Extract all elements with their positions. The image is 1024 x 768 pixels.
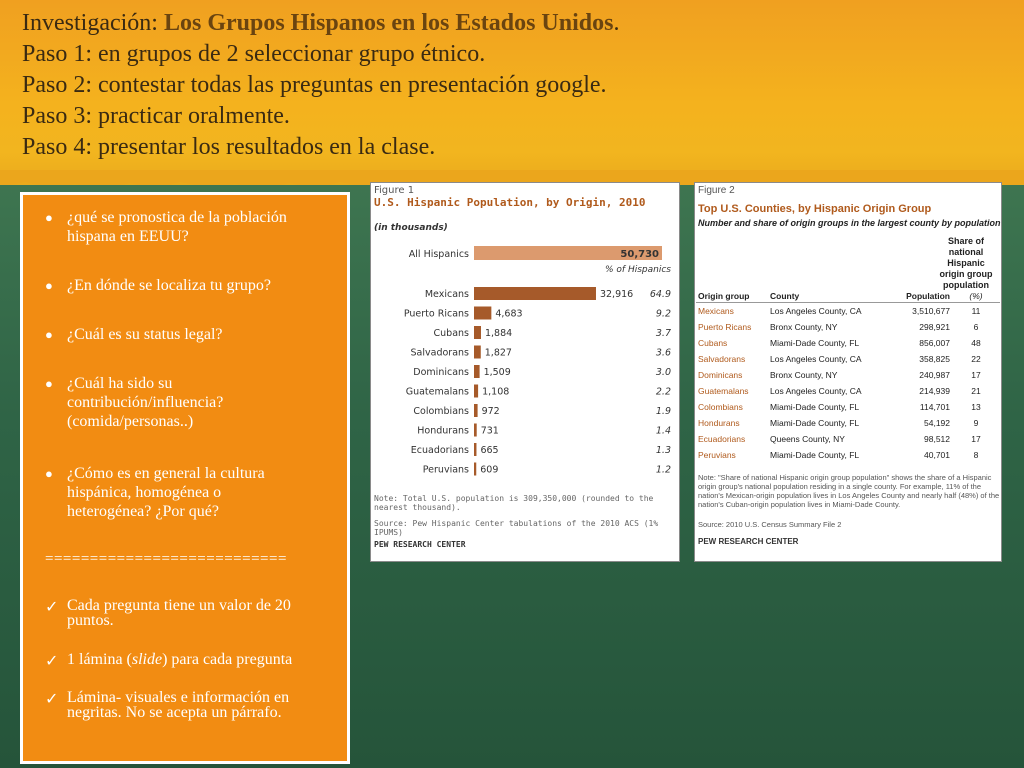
table-row xyxy=(696,335,1000,351)
bar xyxy=(474,463,476,476)
county-cell: Los Angeles County, CA xyxy=(770,386,862,396)
question-item xyxy=(45,464,335,521)
share-cell: 17 xyxy=(971,370,981,380)
rule-text-italic: slide xyxy=(131,651,163,668)
figure-1-note: Note: Total U.S. population is 309,350,000 (rounded to the nearest thousand). xyxy=(374,494,654,512)
value-label: 32,916 xyxy=(599,289,634,300)
percent-label: 3.7 xyxy=(655,328,671,339)
percent-header: % of Hispanics xyxy=(605,265,671,275)
question-text: ¿Cuál ha sido su contribución/influencia? (comida/personas..) xyxy=(67,375,224,430)
category-label: Hondurans xyxy=(417,425,469,437)
origin-cell: Colombians xyxy=(698,402,743,412)
checkmark-icon: ✓ xyxy=(45,599,59,616)
category-label: Peruvians xyxy=(422,464,469,476)
table-row xyxy=(696,447,1000,463)
category-label: Cubans xyxy=(433,328,469,339)
figure-1-subtitle: (in thousands) xyxy=(374,223,448,233)
origin-cell: Cubans xyxy=(698,338,728,348)
figure-2-subtitle: Number and share of origin groups in the largest county by population xyxy=(698,218,1001,228)
category-label: Dominicans xyxy=(413,367,469,378)
checkmark-icon: ✓ xyxy=(45,653,59,670)
figure-1-label: Figure 1 xyxy=(374,185,415,196)
bullet-icon: ● xyxy=(45,210,53,225)
population-cell: 240,987 xyxy=(919,370,950,380)
origin-cell: Peruvians xyxy=(698,450,736,460)
county-cell: Miami-Dade County, FL xyxy=(770,418,860,428)
rule-item xyxy=(45,651,335,670)
share-header-line: Hispanic xyxy=(947,258,985,268)
heading-line-1 xyxy=(22,8,1012,39)
share-cell: 22 xyxy=(971,354,981,364)
questions-panel xyxy=(20,192,350,764)
population-cell: 358,825 xyxy=(919,354,950,364)
table-row xyxy=(696,383,1000,399)
rule-text-prefix: 1 lámina ( xyxy=(67,651,132,668)
category-label: Salvadorans xyxy=(410,347,469,359)
county-table xyxy=(696,289,1000,463)
value-label: 731 xyxy=(480,425,499,437)
figure-2-label: Figure 2 xyxy=(698,185,735,196)
share-header-line: national xyxy=(948,247,984,257)
bar xyxy=(474,385,478,398)
heading-topic: Los Grupos Hispanos en los Estados Unidos xyxy=(163,10,614,36)
table-header-row xyxy=(696,289,1000,303)
value-label: 1,509 xyxy=(483,367,511,378)
column-header: (%) xyxy=(952,289,1000,303)
value-label: 972 xyxy=(481,406,500,417)
county-cell: Miami-Dade County, FL xyxy=(770,338,860,348)
question-text: ¿Cuál es su status legal? xyxy=(67,326,223,343)
question-item xyxy=(45,325,335,344)
origin-cell: Dominicans xyxy=(698,370,743,380)
figure-1-bars xyxy=(371,183,679,493)
county-cell: Los Angeles County, CA xyxy=(770,354,862,364)
percent-label: 1.2 xyxy=(655,464,671,476)
population-cell: 98,512 xyxy=(924,434,950,444)
rule-text xyxy=(45,652,335,667)
county-cell: Los Angeles County, CA xyxy=(770,306,862,316)
county-cell: Bronx County, NY xyxy=(770,370,838,380)
table-row xyxy=(696,367,1000,383)
percent-label: 1.4 xyxy=(655,425,671,437)
share-cell: 13 xyxy=(971,402,981,412)
question-item xyxy=(45,208,335,246)
rule-item xyxy=(45,598,335,628)
step-4: Paso 4: presentar los resultados en la clase. xyxy=(22,134,436,160)
column-header: Origin group xyxy=(696,289,768,303)
population-cell: 856,007 xyxy=(919,338,950,348)
question-text: ¿En dónde se localiza tu grupo? xyxy=(67,277,271,294)
bullet-icon: ● xyxy=(45,466,53,481)
bar xyxy=(474,346,481,359)
total-value-label: 50,730 xyxy=(620,249,659,260)
column-header: Population xyxy=(888,289,952,303)
bar xyxy=(474,326,481,339)
category-label: Guatemalans xyxy=(405,386,469,398)
bullet-icon: ● xyxy=(45,278,53,293)
origin-cell: Puerto Ricans xyxy=(698,322,752,332)
bar xyxy=(474,424,477,437)
share-cell: 9 xyxy=(973,418,979,428)
question-text: ¿qué se pronostica de la población hispana en EEUU? xyxy=(67,209,287,245)
origin-cell: Ecuadorians xyxy=(698,434,746,444)
instructions-heading xyxy=(22,8,1012,163)
step-1: Paso 1: en grupos de 2 seleccionar grupo étnico. xyxy=(22,41,486,67)
share-cell: 17 xyxy=(971,434,981,444)
question-text: ¿Cómo es en general la cultura hispánica, homogénea o heterogénea? ¿Por qué? xyxy=(67,465,265,520)
figure-1-source: Source: Pew Hispanic Center tabulations of the 2010 ACS (1% IPUMS) xyxy=(374,519,659,537)
population-cell: 40,701 xyxy=(924,450,950,460)
rule-text-suffix: ) para cada pregunta xyxy=(162,651,293,668)
percent-label: 3.0 xyxy=(655,367,671,378)
population-cell: 54,192 xyxy=(924,418,950,428)
bullet-icon: ● xyxy=(45,376,53,391)
share-cell: 8 xyxy=(973,450,979,460)
population-cell: 3,510,677 xyxy=(912,306,950,316)
origin-cell: Salvadorans xyxy=(698,354,746,364)
population-cell: 214,939 xyxy=(919,386,950,396)
value-label: 665 xyxy=(480,445,499,456)
value-label: 609 xyxy=(480,464,499,476)
table-row xyxy=(696,415,1000,431)
table-row xyxy=(696,431,1000,447)
category-label: Mexicans xyxy=(424,289,469,300)
value-label: 1,884 xyxy=(484,328,513,339)
heading-suffix: . xyxy=(613,10,620,36)
share-cell: 21 xyxy=(971,386,981,396)
county-cell: Miami-Dade County, FL xyxy=(770,402,860,412)
heading-prefix: Investigación: xyxy=(22,10,164,36)
bullet-icon: ● xyxy=(45,327,53,342)
rule-item xyxy=(45,690,335,720)
column-header: County xyxy=(768,289,888,303)
rule-text: Cada pregunta tiene un valor de 20 puntos. xyxy=(67,597,291,629)
origin-cell: Mexicans xyxy=(698,306,734,316)
share-cell: 6 xyxy=(973,322,979,332)
figure-2-note: Note: "Share of national Hispanic origin group population" shows the share of a Hispanic origin group's national population residing in a single county. For example, 11% of the nation's Mexican-origin population lives in Los Angeles County and nearly half (48%) of the nation's Cuban-origin population lives in Miami-Dade County. xyxy=(698,473,1000,509)
share-cell: 11 xyxy=(971,306,981,316)
divider-line: =========================== xyxy=(45,551,287,567)
county-cell: Queens County, NY xyxy=(770,434,845,444)
share-cell: 48 xyxy=(971,338,981,348)
table-row xyxy=(696,319,1000,335)
population-cell: 298,921 xyxy=(919,322,950,332)
percent-label: 9.2 xyxy=(655,308,671,320)
origin-cell: Hondurans xyxy=(698,418,740,428)
value-label: 1,108 xyxy=(482,386,510,398)
question-item xyxy=(45,276,335,295)
category-label: Colombians xyxy=(413,406,469,417)
category-label: Puerto Ricans xyxy=(403,308,469,320)
percent-label: 3.6 xyxy=(655,347,671,359)
share-header-line: origin group xyxy=(939,269,993,279)
share-header-line: Share of xyxy=(947,236,984,246)
county-cell: Miami-Dade County, FL xyxy=(770,450,860,460)
figure-1-chart xyxy=(370,182,680,562)
total-category-label: All Hispanics xyxy=(408,249,469,260)
table-row xyxy=(696,399,1000,415)
figure-2-table xyxy=(694,182,1002,562)
bar xyxy=(474,307,491,320)
population-cell: 114,701 xyxy=(919,402,950,412)
figure-2-source: Source: 2010 U.S. Census Summary File 2 xyxy=(698,520,842,529)
category-label: Ecuadorians xyxy=(410,445,469,456)
percent-label: 64.9 xyxy=(649,289,671,300)
percent-label: 1.3 xyxy=(655,445,671,456)
bar xyxy=(474,287,596,300)
bar xyxy=(474,443,476,456)
bar xyxy=(474,404,478,417)
checkmark-icon: ✓ xyxy=(45,691,59,708)
percent-label: 2.2 xyxy=(655,386,671,398)
figure-2-credit: PEW RESEARCH CENTER xyxy=(698,537,799,546)
step-2: Paso 2: contestar todas las preguntas en presentación google. xyxy=(22,72,607,98)
origin-cell: Guatemalans xyxy=(698,386,749,396)
rule-text: Lámina- visuales e información en negritas. No se acepta un párrafo. xyxy=(67,689,290,721)
percent-label: 1.9 xyxy=(655,406,671,417)
county-cell: Bronx County, NY xyxy=(770,322,838,332)
table-body xyxy=(696,303,1000,464)
bar xyxy=(474,365,480,378)
figure-1-credit: PEW RESEARCH CENTER xyxy=(374,540,466,549)
value-label: 1,827 xyxy=(484,347,512,359)
figure-2-title: Top U.S. Counties, by Hispanic Origin Group xyxy=(698,203,932,215)
question-item xyxy=(45,374,335,431)
share-header-line: population xyxy=(943,280,989,290)
figure-1-title: U.S. Hispanic Population, by Origin, 2010 xyxy=(374,196,646,209)
table-row xyxy=(696,303,1000,320)
table-row xyxy=(696,351,1000,367)
share-column-header xyxy=(931,236,1001,291)
value-label: 4,683 xyxy=(495,308,523,320)
step-3: Paso 3: practicar oralmente. xyxy=(22,103,290,129)
